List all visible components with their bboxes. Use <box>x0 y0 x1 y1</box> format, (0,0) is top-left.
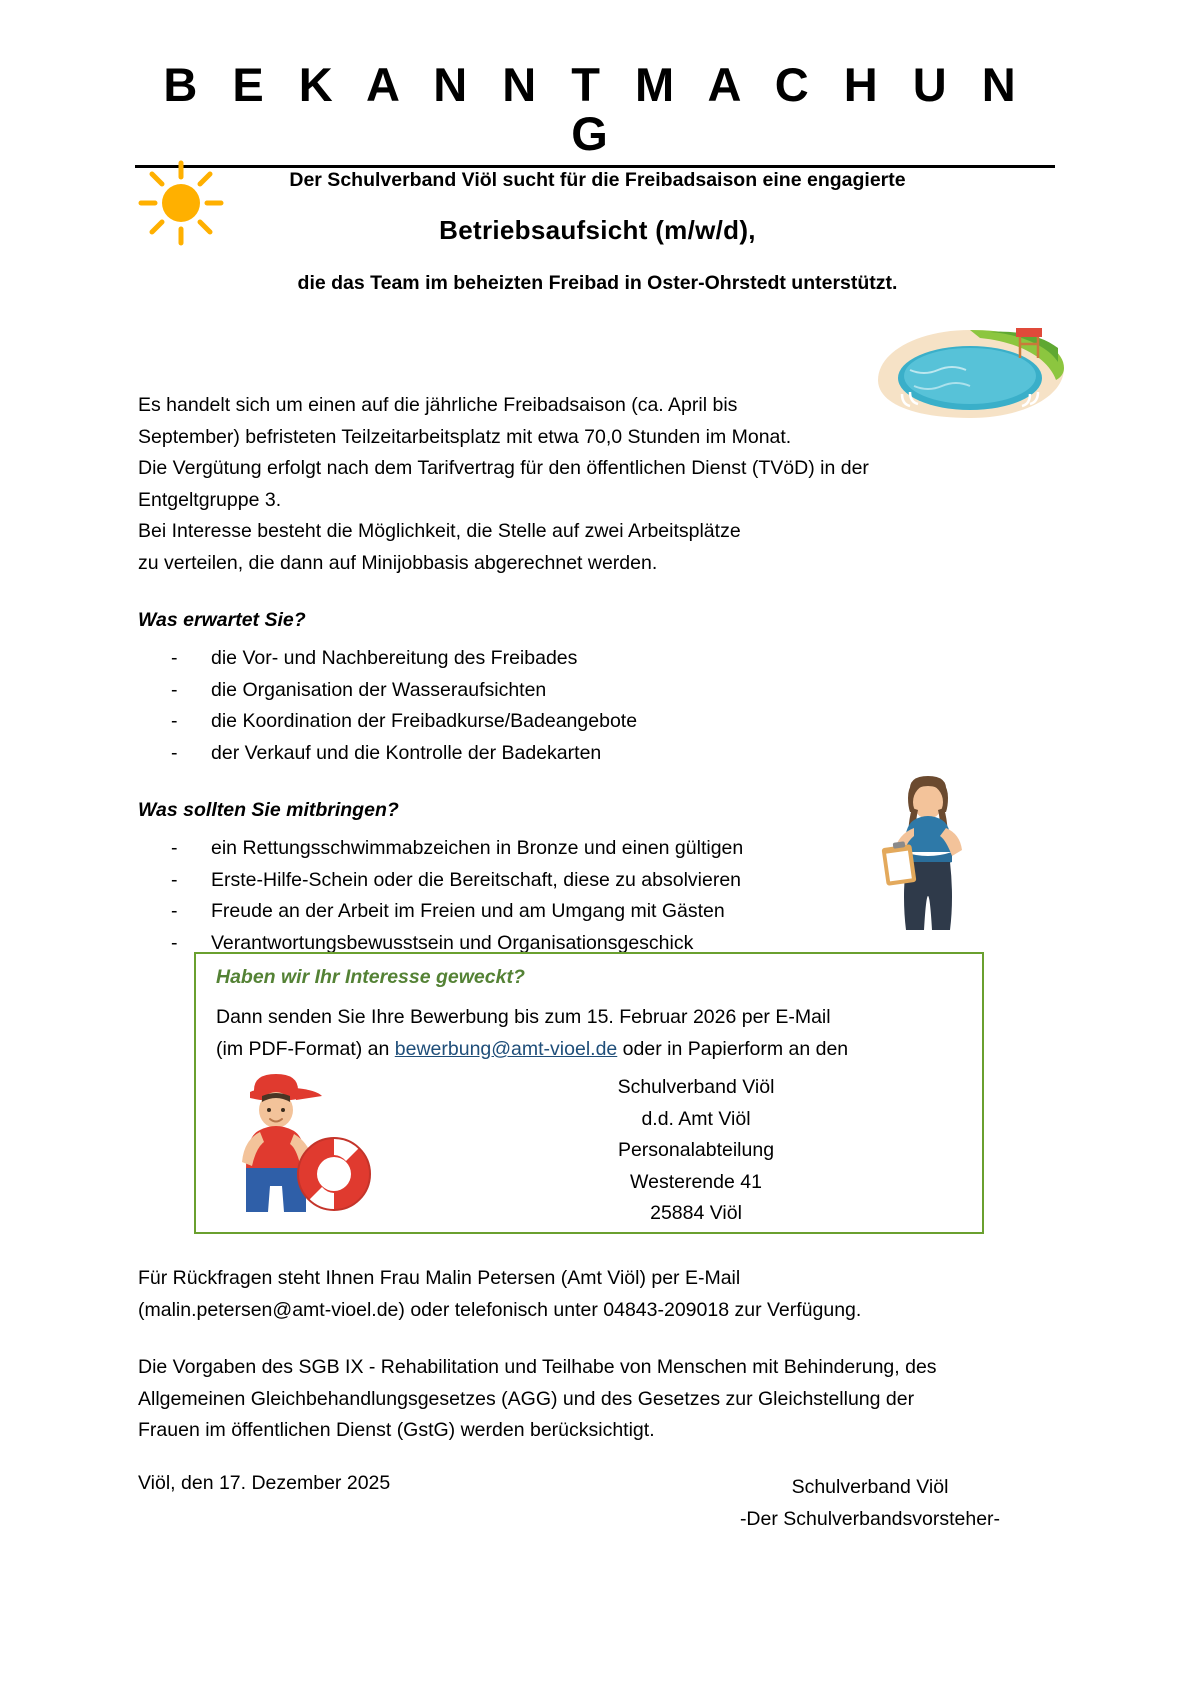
callout-line-2-prefix: (im PDF-Format) an <box>216 1038 395 1060</box>
paragraph-line: Entgeltgruppe 3. <box>138 488 282 511</box>
list-item: - der Verkauf und die Kontrolle der Badekarten <box>138 738 1038 770</box>
callout-heading: Haben wir Ihr Interesse geweckt? <box>216 966 525 988</box>
list-item: - die Koordination der Freibadkurse/Badeangebote <box>138 706 1038 738</box>
postal-address <box>446 1072 946 1230</box>
list-item: - ein Rettungsschwimmabzeichen in Bronze und einen gültigen <box>138 833 1038 865</box>
paragraph-line: Es handelt sich um einen auf die jährliche Freibadsaison (ca. April bis <box>138 394 738 416</box>
job-title: Betriebsaufsicht (m/w/d), <box>439 215 756 246</box>
lifeguard-with-ring-illustration <box>216 1062 384 1222</box>
application-email-link[interactable]: bewerbung@amt-vioel.de <box>394 1038 618 1060</box>
legal-line: Allgemeinen Gleichbehandlungsgesetzes (AGG) und des Gesetzes zur Gleichstellung der <box>138 1387 915 1410</box>
spacer <box>138 1326 1058 1352</box>
paragraph-line: Bei Interesse besteht die Möglichkeit, die Stelle auf zwei Arbeitsplätze <box>138 520 741 543</box>
intro-line-1: Der Schulverband Viöl sucht für die Freibadsaison eine engagierte <box>289 169 906 191</box>
signature-authority <box>700 1472 1040 1535</box>
callout-line-1: Dann senden Sie Ihre Bewerbung bis zum 15. Februar 2026 per E-Mail <box>216 1006 831 1028</box>
address-line: Schulverband Viöl <box>617 1076 775 1098</box>
list-item: - Freude an der Arbeit im Freien und am Umgang mit Gästen <box>138 896 1038 928</box>
intro-block <box>135 168 1060 295</box>
callout-line-2-suffix: oder in Papierform an den <box>617 1038 849 1060</box>
page-title: B E K A N N T M A C H U N G <box>135 60 1055 168</box>
list-item: - Verantwortungsbewusstsein und Organisationsgeschick <box>138 928 1038 960</box>
section-heading-requirements: Was sollten Sie mitbringen? <box>138 799 399 822</box>
intro-line-3: die das Team im beheizten Freibad in Oster-Ohrstedt unterstützt. <box>297 272 898 295</box>
list-item: - die Organisation der Wasseraufsichten <box>138 675 1038 707</box>
address-line: d.d. Amt Viöl <box>641 1107 751 1130</box>
signature-date: Viöl, den 17. Dezember 2025 <box>138 1472 391 1494</box>
callout-line-2 <box>216 1034 848 1066</box>
female-lifeguard-illustration <box>862 768 992 948</box>
address-line: Westerende 41 <box>630 1170 762 1193</box>
lower-text <box>138 1263 1058 1447</box>
address-line: 25884 Viöl <box>650 1202 742 1225</box>
list-item: - die Vor- und Nachbereitung des Freibades <box>138 643 1038 675</box>
legal-line: Die Vorgaben des SGB IX - Rehabilitation und Teilhabe von Menschen mit Behinderung, des <box>138 1356 937 1379</box>
application-callout-box <box>194 952 984 1234</box>
signature-org: Schulverband Viöl <box>791 1476 949 1498</box>
contact-line: Für Rückfragen steht Ihnen Frau Malin Petersen (Amt Viöl) per E-Mail <box>138 1267 741 1289</box>
legal-line: Frauen im öffentlichen Dienst (GstG) werden berücksichtigt. <box>138 1419 655 1442</box>
paragraph-line: zu verteilen, die dann auf Minijobbasis abgerechnet werden. <box>138 551 658 574</box>
paragraph-line: Die Vergütung erfolgt nach dem Tarifvertrag für den öffentlichen Dienst (TVöD) in der <box>138 457 869 480</box>
list-item-continuation: - Erste-Hilfe-Schein oder die Bereitschaft, diese zu absolvieren <box>138 865 1038 897</box>
signature-role: -Der Schulverbandsvorsteher- <box>739 1507 1001 1530</box>
section-heading-expectations: Was erwartet Sie? <box>138 609 306 632</box>
contact-line: (malin.petersen@amt-vioel.de) oder telefonisch unter 04843-209018 zur Verfügung. <box>138 1298 862 1321</box>
paragraph-line: September) befristeten Teilzeitarbeitsplatz mit etwa 70,0 Stunden im Monat. <box>138 425 792 448</box>
expectations-list <box>138 643 1038 769</box>
address-line: Personalabteilung <box>617 1139 775 1162</box>
